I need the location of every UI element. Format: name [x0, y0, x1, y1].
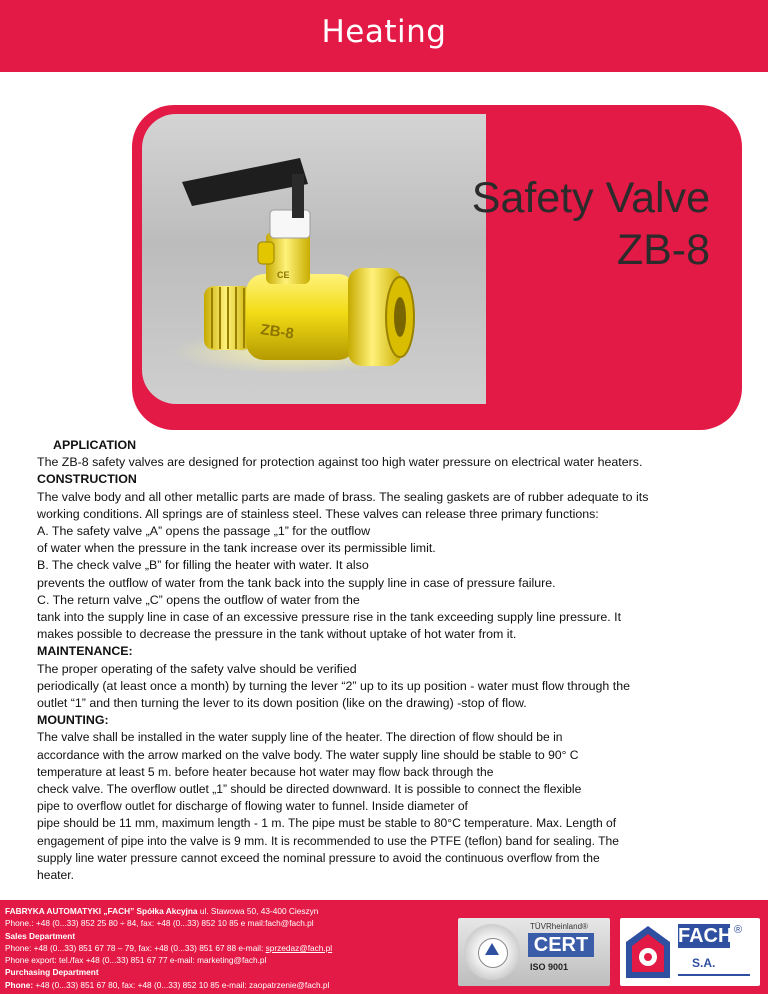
sales-phone: Phone: +48 (0...33) 851 67 78 – 79, fax: +48 (0...33) 851 67 88 e-mail: [5, 942, 266, 953]
valve-body [246, 274, 356, 360]
mounting-line: pipe to overflow outlet for discharge of flowing water to funnel. Inside diameter of [37, 799, 468, 814]
phone-line: Phone.: +48 (0...33) 852 25 80 ÷ 84, fax: +48 (0...33) 852 10 85 e mail:fach@fach.pl [5, 918, 314, 929]
lever-handle [182, 158, 308, 206]
mounting-line: heater. [37, 868, 74, 883]
application-text: The ZB-8 safety valves are designed for protection against too high water pressure on electrical water heaters. [37, 455, 643, 470]
registered-mark: ® [734, 924, 743, 936]
purchasing-heading: Purchasing Department [5, 967, 99, 978]
safety-valve-illustration [142, 114, 486, 404]
mounting-line: pipe should be 11 mm, maximum length - 1 m. The pipe must be stable to 80°C temperature. Max. Length of [37, 816, 617, 831]
product-title [472, 172, 710, 276]
purchasing-phone: +48 (0...33) 851 67 80, fax: +48 (0...33) 852 10 85 e-mail: zaopatrzenie@fach.pl [33, 979, 330, 990]
page-header [0, 0, 768, 72]
maintenance-line: periodically (at least once a month) by turning the lever “2” up to its up position - water must flow through the [37, 678, 630, 693]
tuv-brand: TÜVRheinland® [530, 922, 588, 931]
ce-marking: CE [277, 270, 290, 280]
fach-emblem-icon [624, 924, 672, 980]
mounting-line: accordance with the arrow marked on the valve body. The water supply line should be stable to 90° C [37, 747, 579, 762]
overflow-outlet [258, 242, 274, 264]
threaded-inlet [204, 286, 252, 350]
logo-underline [678, 974, 750, 976]
construction-line: C. The return valve „C” opens the outflow of water from the [37, 592, 360, 607]
valve-marking: ZB-8 [259, 321, 295, 343]
construction-line: The valve body and all other metallic parts are made of brass. The sealing gaskets are of rubber adequate to its [37, 489, 649, 504]
contact-info [5, 905, 445, 991]
product-title-line2: ZB-8 [616, 226, 710, 274]
mounting-heading: MOUNTING: [37, 713, 109, 728]
company-address: ul. Stawowa 50, 43-400 Cieszyn [197, 906, 319, 916]
mounting-line: check valve. The overflow outlet „1” should be directed downward. It is possible to connect the flexible [37, 782, 582, 797]
mounting-line: The valve shall be installed in the water supply line of the heater. The direction of flow should be in [37, 730, 563, 745]
document-body [37, 437, 731, 884]
company-name: FABRYKA AUTOMATYKI „FACH” Spółka Akcyjna [5, 906, 198, 916]
purchasing-line [5, 979, 445, 991]
iso-standard: ISO 9001 [530, 962, 569, 972]
fach-name: FACH [678, 925, 733, 947]
tuv-seal-icon [464, 924, 520, 980]
application-heading: APPLICATION [53, 438, 137, 452]
mounting-line: engagement of pipe into the valve is 9 mm. It is recommended to use the PTFE (teflon) band for sealing. The [37, 833, 619, 848]
construction-line: B. The check valve „B” for filling the heater with water. It also [37, 558, 369, 573]
export-line: Phone export: tel./fax +48 (0...33) 851 67 77 e-mail: marketing@fach.pl [5, 955, 267, 966]
sales-email-link[interactable]: sprzedaz@fach.pl [265, 942, 333, 953]
sales-heading: Sales Department [5, 930, 76, 941]
company-line [5, 905, 445, 917]
fach-suffix: S.A. [692, 956, 716, 970]
header-title: Heating [321, 14, 447, 50]
product-title-line1: Safety Valve [471, 174, 710, 222]
construction-line: working conditions. All springs are of stainless steel. These valves can release three primary functions: [37, 506, 599, 521]
mounting-line: temperature at least 5 m. before heater because hot water may flow back through the [37, 764, 494, 779]
maintenance-line: outlet “1” and then turning the lever to its down position (like on the drawing) -stop of flow. [37, 696, 527, 711]
product-image [142, 114, 486, 404]
purchasing-label: Phone: [5, 979, 34, 990]
fach-logo [620, 918, 760, 986]
maintenance-heading: MAINTENANCE: [37, 644, 133, 659]
tuv-certificate-badge [458, 918, 610, 986]
sales-line [5, 942, 445, 954]
mounting-line: supply line water pressure cannot exceed the nominal pressure to avoid the continuous overflow from the [37, 850, 600, 865]
maintenance-line: The proper operating of the safety valve should be verified [37, 661, 357, 676]
construction-line: prevents the outflow of water from the tank back into the supply line in case of pressure failure. [37, 575, 556, 590]
construction-line: A. The safety valve „A” opens the passage „1” for the outflow [37, 524, 371, 539]
tuv-cert-label: CERT [528, 933, 594, 957]
construction-line: makes possible to decrease the pressure in the tank without uptake of hot water from it. [37, 627, 517, 642]
construction-heading: CONSTRUCTION [37, 472, 137, 487]
construction-line: of water when the pressure in the tank increase over its permissible limit. [37, 541, 436, 556]
construction-line: tank into the supply line in case of an excessive pressure rise in the tank exceeding supply line pressure. It [37, 610, 622, 625]
